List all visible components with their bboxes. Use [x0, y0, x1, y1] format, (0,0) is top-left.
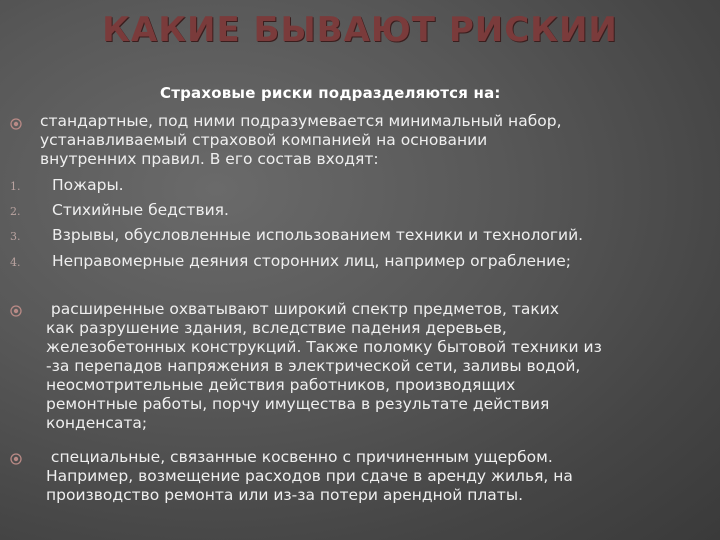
list-item-text: Взрывы, обусловленные использованием техники и технологий. — [52, 226, 584, 244]
bullet-extended-text — [46, 300, 602, 433]
list-item-text: Пожары. — [52, 176, 124, 194]
circled-dot-bullet-icon — [10, 118, 22, 130]
list-number: 3. — [10, 230, 21, 243]
list-number: 1. — [10, 180, 21, 193]
text-line: стандартные, под ними подразумевается минимальный набор, — [40, 112, 562, 130]
text-line: расширенные охватывают широкий спектр предметов, таких — [46, 300, 560, 318]
text-line: железобетонных конструкций. Также поломку бытовой техники из — [46, 338, 602, 356]
slide-title: КАКИЕ БЫВАЮТ РИСКИИ — [102, 10, 618, 50]
text-line: специальные, связанные косвенно с причиненным ущербом. — [46, 448, 553, 466]
text-line: Например, возмещение расходов при сдаче в аренду жилья, на — [46, 467, 573, 485]
list-number: 4. — [10, 256, 21, 269]
circled-dot-bullet-icon — [10, 305, 22, 317]
text-line: как разрушение здания, вследствие падения деревьев, — [46, 319, 507, 337]
text-line: устанавливаемый страховой компанией на основании — [40, 131, 488, 149]
text-line: конденсата; — [46, 414, 148, 432]
bullet-standard-text — [40, 112, 562, 169]
bullet-special-text — [46, 448, 573, 505]
list-item-text: Неправомерные деяния сторонних лиц, например ограбление; — [52, 252, 572, 270]
list-item-text: Стихийные бедствия. — [52, 201, 229, 219]
slide-subtitle: Страховые риски подразделяются на: — [160, 84, 501, 102]
text-line: -за перепадов напряжения в электрической сети, заливы водой, — [46, 357, 581, 375]
text-line: производство ремонта или из-за потери арендной платы. — [46, 486, 523, 504]
text-line: внутренних правил. В его состав входят: — [40, 150, 379, 168]
text-line: неосмотрительные действия работников, производящих — [46, 376, 516, 394]
list-number: 2. — [10, 205, 21, 218]
circled-dot-bullet-icon — [10, 453, 22, 465]
text-line: ремонтные работы, порчу имущества в результате действия — [46, 395, 550, 413]
